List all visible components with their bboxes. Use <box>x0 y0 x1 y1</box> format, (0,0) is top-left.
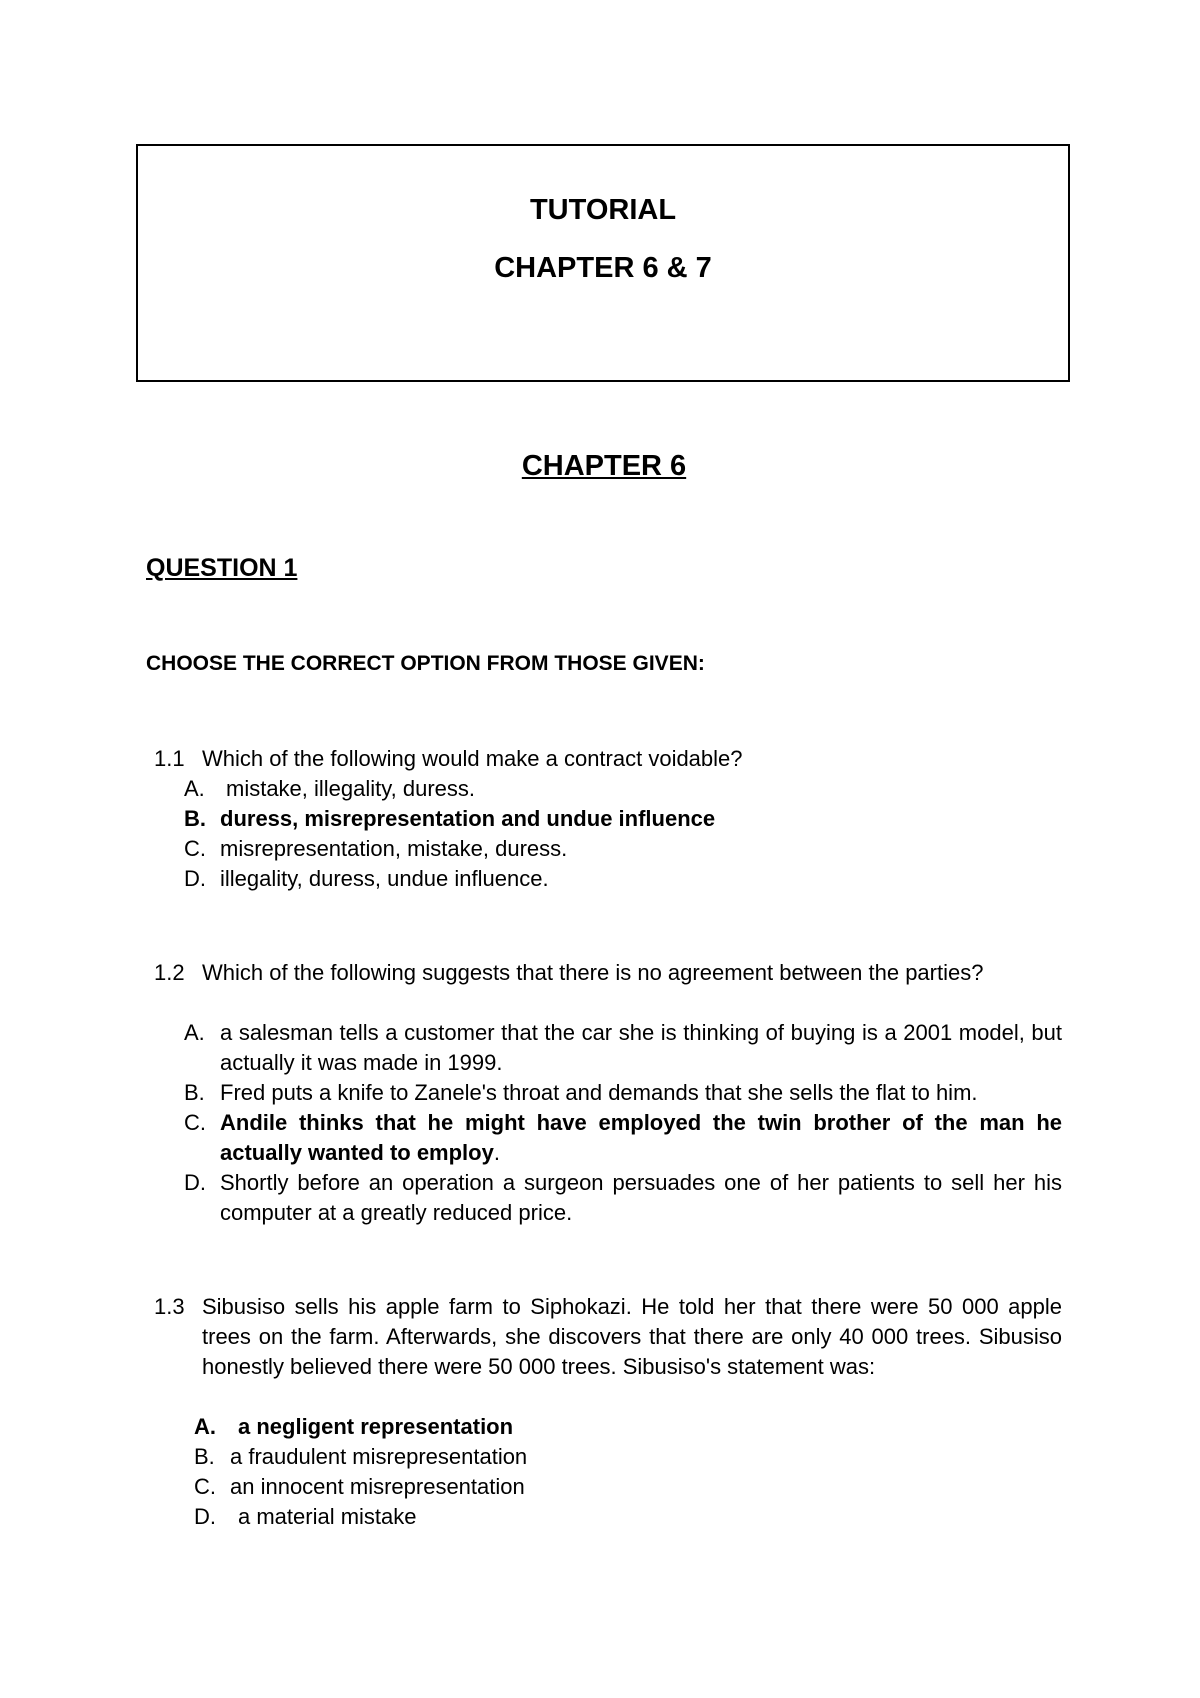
option-text: Shortly before an operation a surgeon persuades one of her patients to sell her his computer at a greatly reduced price. <box>220 1170 1062 1225</box>
option-text: a salesman tells a customer that the car she is thinking of buying is a 2001 model, but actually it was made in 1999. <box>220 1020 1062 1075</box>
option-letter: C. <box>184 836 206 861</box>
option-text: an innocent misrepresentation <box>230 1474 525 1499</box>
question-text: Which of the following would make a contract voidable? <box>202 746 743 771</box>
option-letter: D. <box>184 1170 206 1195</box>
option-letter: A. <box>194 1414 216 1439</box>
option-text-correct: a negligent representation <box>238 1414 514 1439</box>
option-letter: D. <box>194 1504 216 1529</box>
option-text: Fred puts a knife to Zanele's throat and demands that she sells the flat to him. <box>220 1080 978 1105</box>
title-box <box>136 144 1070 382</box>
question-number: 1.2 <box>154 960 185 985</box>
instruction-text: CHOOSE THE CORRECT OPTION FROM THOSE GIVEN: <box>146 652 705 675</box>
question-text: Sibusiso sells his apple farm to Siphokazi. He told her that there were 50 000 apple trees on the farm. Afterwards, she discovers that there are only 40 000 trees. Sibusiso honestly believed there were 50 000 trees. Sibusiso's statement was: <box>202 1294 1062 1379</box>
tutorial-title: TUTORIAL <box>529 194 677 226</box>
option-trailing-period: . <box>493 1140 500 1165</box>
option-letter: D. <box>184 866 206 891</box>
option-letter: A. <box>184 776 205 801</box>
question-heading: QUESTION 1 <box>146 554 298 582</box>
option-text: illegality, duress, undue influence. <box>220 866 549 891</box>
option-text: mistake, illegality, duress. <box>226 776 476 801</box>
option-text-correct-block <box>220 1108 1062 1168</box>
option-letter: B. <box>184 806 206 831</box>
question-number: 1.1 <box>154 746 185 771</box>
option-text-correct: Andile thinks that he might have employed the twin brother of the man he actually wanted to employ <box>220 1110 1062 1165</box>
chapter-heading: CHAPTER 6 <box>521 450 687 482</box>
option-letter: B. <box>184 1080 205 1105</box>
chapter-range-title: CHAPTER 6 & 7 <box>494 252 712 284</box>
option-letter: A. <box>184 1020 205 1045</box>
option-text-correct: duress, misrepresentation and undue influence <box>220 806 716 831</box>
option-text: a material mistake <box>238 1504 417 1529</box>
option-text: misrepresentation, mistake, duress. <box>220 836 568 861</box>
option-letter: C. <box>194 1474 216 1499</box>
option-letter: C. <box>184 1110 206 1135</box>
question-text: Which of the following suggests that there is no agreement between the parties? <box>202 960 984 985</box>
question-number: 1.3 <box>154 1294 185 1319</box>
option-text: a fraudulent misrepresentation <box>230 1444 528 1469</box>
option-letter: B. <box>194 1444 215 1469</box>
